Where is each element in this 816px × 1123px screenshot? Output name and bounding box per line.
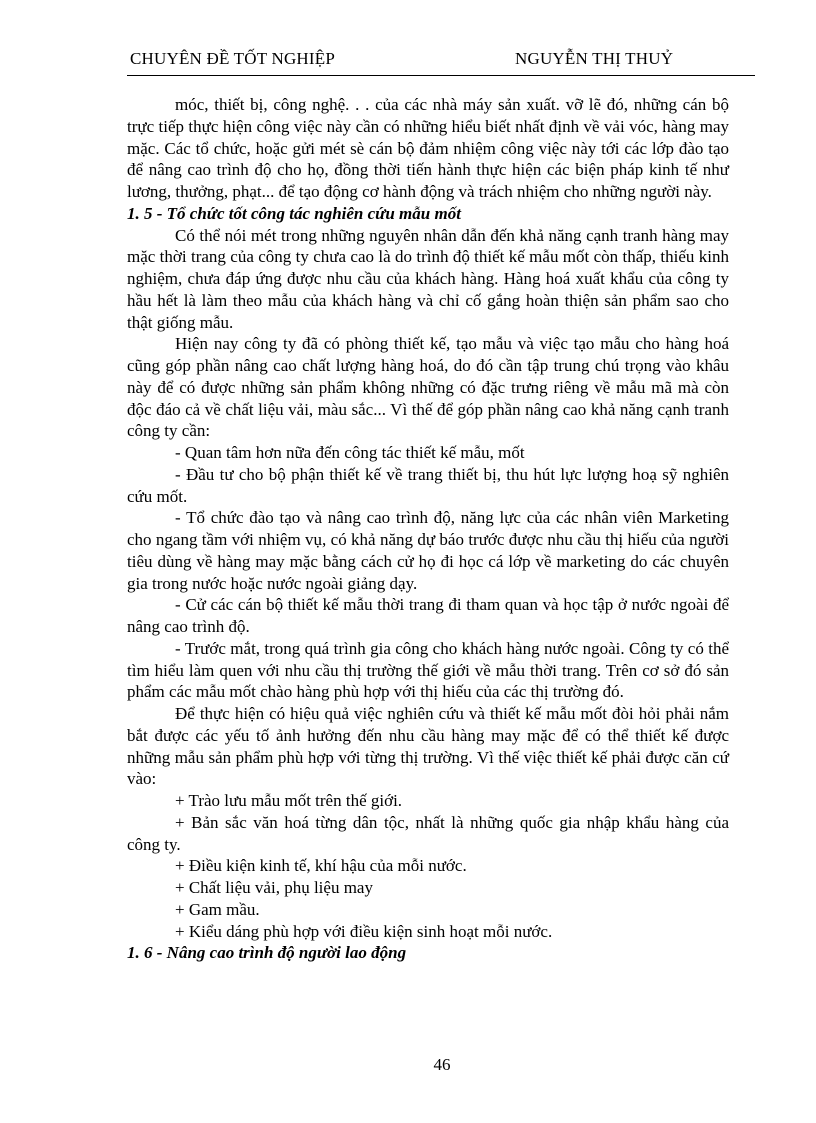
paragraph: + Điều kiện kinh tế, khí hậu của mỗi nước.	[175, 856, 467, 876]
header-title: CHUYÊN ĐỀ TỐT NGHIỆP	[130, 49, 336, 68]
paragraph: Để thực hiện có hiệu quả việc nghiên cứu và thiết kế mẫu mốt đòi hỏi phải nắm bắt được các yếu tố ảnh hưởng đến nhu cầu hàng may mặc để có thể thiết kế được những mẫu sản phẩm phù hợp với từng thị trường. Vì thế việc thiết kế phải được căn cứ vào:	[127, 704, 729, 789]
header-divider	[127, 75, 755, 76]
header-author: NGUYỄN THỊ THUỶ	[515, 49, 674, 68]
paragraph: - Tổ chức đào tạo và nâng cao trình độ, năng lực của các nhân viên Marketing cho ngang tầm với nhiệm vụ, có khả năng dự báo trước được nhu cầu thị hiếu của người tiêu dùng về hàng may mặc bằng cách cử họ đi học cá lớp về marketing do các chuyên gia trong nước hoặc nước ngoài giảng dạy.	[127, 508, 729, 593]
paragraph: - Trước mắt, trong quá trình gia công cho khách hàng nước ngoài. Công ty có thể tìm hiểu làm quen với nhu cầu thị trường thế giới về mẫu thời trang. Trên cơ sở đó sản phẩm các mẫu mốt chào hàng phù hợp với thị hiếu của các thị trường đó.	[127, 638, 729, 702]
paragraph: + Gam mầu.	[175, 899, 260, 919]
page-header	[127, 46, 755, 76]
paragraph: + Kiểu dáng phù hợp với điều kiện sinh hoạt mỗi nước.	[175, 921, 553, 941]
paragraph: - Đầu tư cho bộ phận thiết kế về trang thiết bị, thu hút lực lượng hoạ sỹ nghiên cứu mốt.	[127, 464, 729, 506]
paragraph: + Trào lưu mẫu mốt trên thế giới.	[175, 791, 403, 810]
paragraph: Có thể nói mét trong những nguyên nhân dẫn đến khả năng cạnh tranh hàng may mặc thời trang của công ty chưa cao là do trình độ thiết kế mẫu mốt còn thấp, thiếu kinh nghiệm, chưa đáp ứng được nhu cầu của khách hàng. Hàng hoá xuất khẩu của công ty hầu hết là làm theo mẫu của khách hàng và chỉ cố gắng hoàn thiện sản phẩm sao cho thật giống mẫu.	[127, 225, 729, 332]
document-body	[127, 94, 729, 964]
page-number: 46	[433, 1055, 451, 1074]
paragraph: + Chất liệu vải, phụ liệu may	[175, 878, 373, 897]
section-heading: 1. 6 - Nâng cao trình độ người lao động	[127, 943, 407, 963]
paragraph: - Quan tâm hơn nữa đến công tác thiết kế mẫu, mốt	[175, 443, 525, 462]
paragraph: móc, thiết bị, công nghệ. . . của các nhà máy sản xuất. vỡ lẽ đó, những cán bộ trực tiếp thực hiện công việc này cần có những hiểu biết nhất định về vải vóc, hàng may mặc. Các tổ chức, hoặc gửi mét sè cán bộ đảm nhiệm công việc này tới các lớp đào tạo để nâng cao trình độ cho họ, đồng thời tiến hành thực hiện các biện pháp kinh tế như lương, thưởng, phạt... để tạo động cơ hành động và trách nhiệm cho những người này.	[127, 95, 729, 201]
paragraph: Hiện nay công ty đã có phòng thiết kế, tạo mẫu và việc tạo mẫu cho hàng hoá cũng góp phần nâng cao chất lượng hàng hoá, do đó cần tập trung chú trọng vào khâu này để có được những sản phẩm không những có đặc trưng riêng về mẫu mã mà còn độc đáo cả về chất liệu vải, màu sắc... Vì thế để góp phần nâng cao khả năng cạnh tranh công ty cần:	[127, 334, 729, 441]
paragraph: + Bản sắc văn hoá từng dân tộc, nhất là những quốc gia nhập khẩu hàng của công ty.	[127, 812, 729, 854]
paragraph: - Cử các cán bộ thiết kế mẫu thời trang đi tham quan và học tập ở nước ngoài để nâng cao trình độ.	[127, 595, 729, 636]
section-heading: 1. 5 - Tổ chức tốt công tác nghiên cứu mẫu mốt	[127, 203, 461, 223]
